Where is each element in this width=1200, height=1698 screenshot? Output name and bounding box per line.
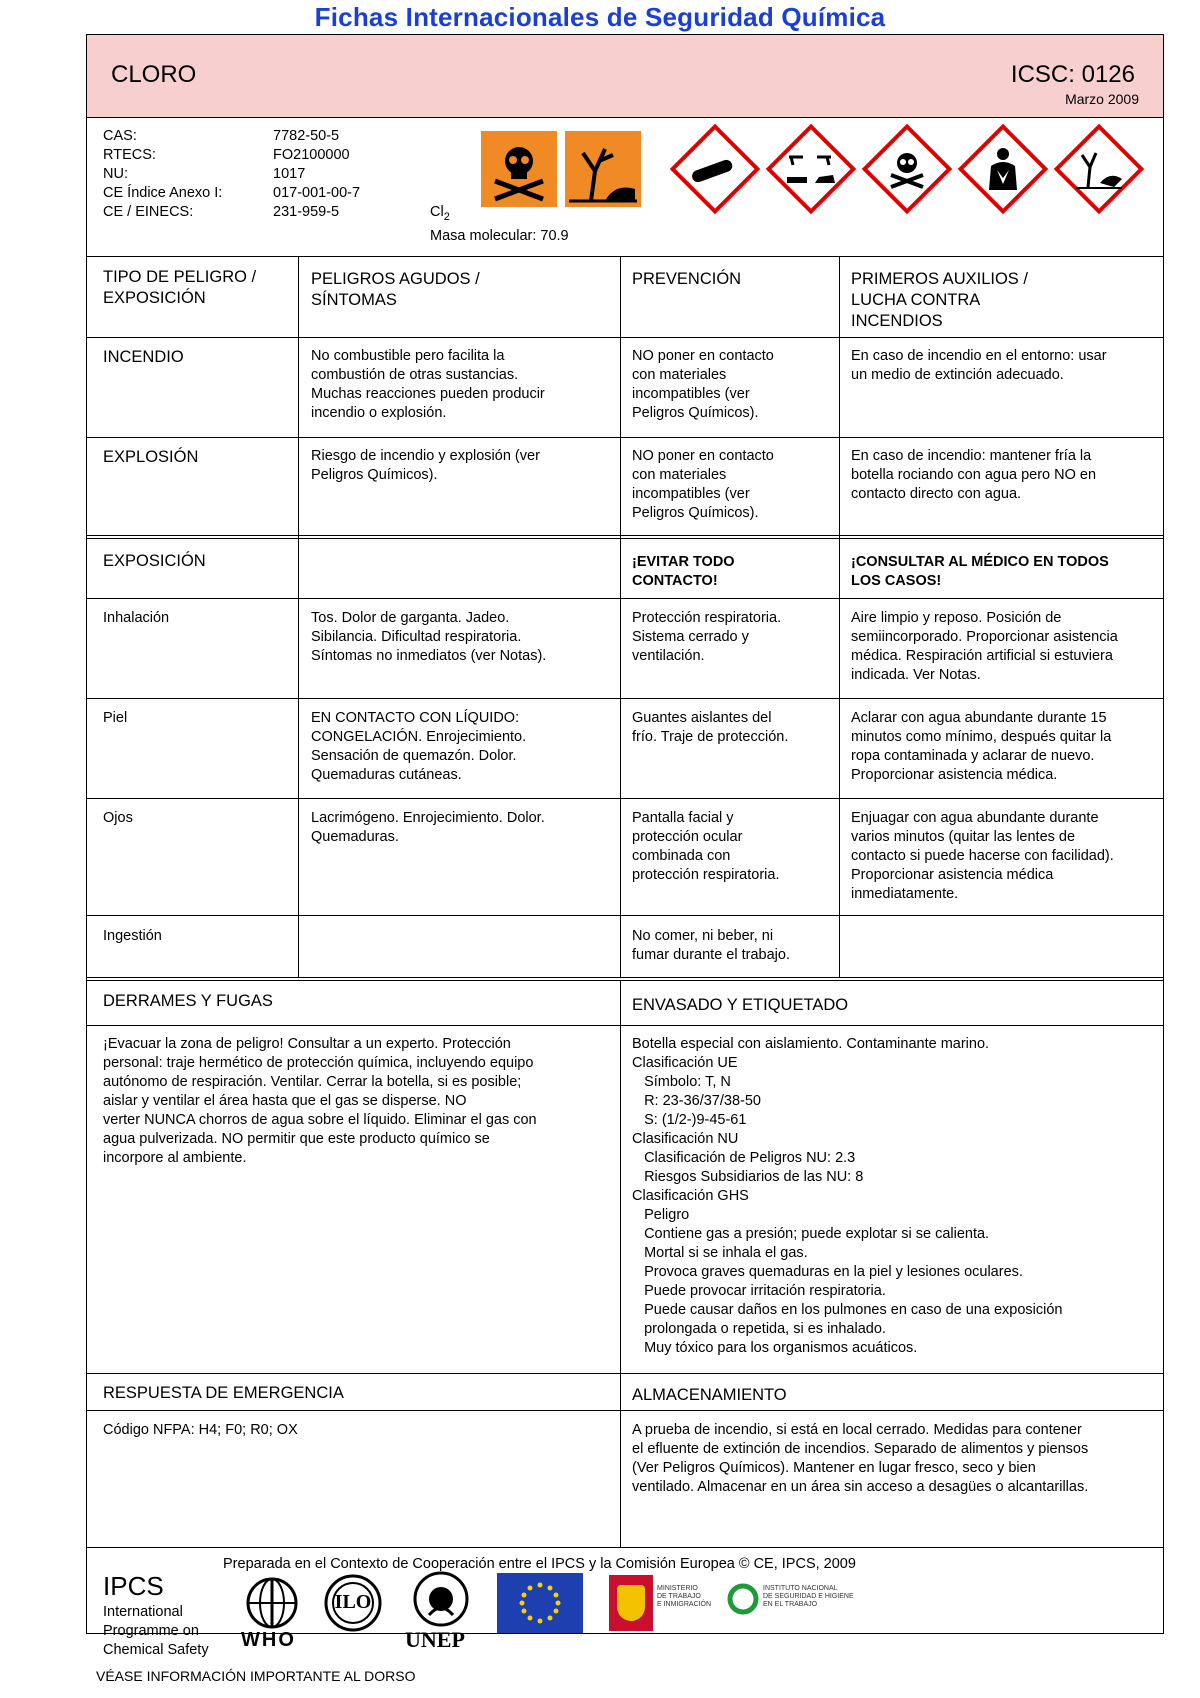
nu-value: 1017	[273, 166, 306, 182]
incendio-symptoms: No combustible pero facilita la combustión de otras sustancias. Muchas reacciones pueden producir incendio o explosión.	[311, 348, 545, 421]
chemical-formula: $Cl_2$	[430, 204, 450, 223]
explosion-first-aid: En caso de incendio: mantener fría la botella rociando con agua pero NO en contacto directo con agua.	[851, 448, 1097, 502]
icsc-number: ICSC: 0126	[1010, 61, 1135, 88]
ojos-symptoms: Lacrimógeno. Enrojecimiento. Dolor. Quemaduras.	[311, 810, 545, 845]
inhalacion-first-aid: Aire limpio y reposo. Posición de semiincorporado. Proporcionar asistencia médica. Respiración artificial si estuviera indicada. Ver Notas.	[851, 610, 1118, 683]
piel-prevention: Guantes aislantes del frío. Traje de protección.	[632, 710, 789, 745]
ojos-first-aid: Enjuagar con agua abundante durante varios minutos (quitar las lentes de contacto si puede hacerse con facilidad). Proporcionar asistencia médica inmediatamente.	[851, 810, 1114, 902]
gas-cylinder-icon	[667, 121, 763, 217]
unep-logo: UNEP	[401, 1571, 481, 1651]
rtecs-label: RTECS:	[103, 147, 156, 163]
environment-icon	[1051, 121, 1147, 217]
exposicion-prevention: ¡EVITAR TODO CONTACTO!	[632, 554, 735, 589]
row-type-ingestion: Ingestión	[103, 928, 162, 944]
ce-index-label: CE Índice Anexo I:	[103, 185, 223, 201]
incendio-first-aid: En caso de incendio en el entorno: usar un medio de extinción adecuado.	[851, 348, 1107, 383]
row-type-explosion: EXPLOSIÓN	[103, 448, 199, 466]
explosion-symptoms: Riesgo de incendio y explosión (ver Peligros Químicos).	[311, 448, 540, 483]
exposicion-first-aid: ¡CONSULTAR AL MÉDICO EN TODOS LOS CASOS!	[851, 554, 1109, 589]
col-header-hazard-type: TIPO DE PELIGRO / EXPOSICIÓN	[103, 268, 257, 307]
packaging-text: Botella especial con aislamiento. Contaminante marino. Clasificación UE Símbolo: T, N R: 23-36/37/38-50 S: (1/2-)9-45-61 Clasificación NU Clasificación de Peligros NU: 2.3 Riesgos Subsidiarios de las NU: 8 Clasificación GHS Peligro Contiene gas a presión; puede explotar si se calienta. Mortal si se inhala el gas. Provoca graves quemaduras en la piel y lesiones oculares. Puede provocar irritación respiratoria. Puede causar daños en los pulmones en caso de una exposición prolongada o repetida, si es inhalado. Muy tóxico para los organismos acuáticos.	[632, 1036, 1063, 1356]
einecs-value: 231-959-5	[273, 204, 340, 220]
reverse-side-note: VÉASE INFORMACIÓN IMPORTANTE AL DORSO	[96, 1668, 416, 1684]
col-header-symptoms: PELIGROS AGUDOS / SÍNTOMAS	[311, 270, 480, 309]
skull-crossbones-icon	[859, 121, 955, 217]
ipcs-logo: IPCS	[103, 1571, 164, 1601]
chemical-header	[87, 35, 1163, 118]
eu-flag-logo	[497, 1573, 583, 1633]
dead-tree-icon	[565, 131, 641, 207]
safety-card	[86, 34, 1164, 1658]
id-labels	[103, 127, 222, 222]
col-header-first-aid: PRIMEROS AUXILIOS / LUCHA CONTRA INCENDIOS	[851, 270, 1028, 330]
row-type-exposicion: EXPOSICIÓN	[103, 552, 206, 570]
inhalacion-prevention: Protección respiratoria. Sistema cerrado y ventilación.	[632, 610, 782, 664]
row-type-piel: Piel	[103, 710, 128, 726]
packaging-title: ENVASADO Y ETIQUETADO	[632, 996, 849, 1014]
piel-first-aid: Aclarar con agua abundante durante 15 minutos como mínimo, después quitar la ropa contaminada y aclarar de nuevo. Proporcionar asistencia médica.	[851, 710, 1112, 783]
id-values	[273, 127, 360, 222]
chemical-name: CLORO	[111, 61, 197, 88]
row-type-incendio: INCENDIO	[103, 348, 184, 366]
corrosion-icon	[763, 121, 859, 217]
incendio-prevention: NO poner en contacto con materiales incompatibles (ver Peligros Químicos).	[632, 348, 774, 421]
ilo-logo: ILO	[323, 1573, 383, 1633]
rtecs-value: FO2100000	[273, 147, 350, 163]
ipcs-subtitle: International Programme on Chemical Safety	[103, 1604, 209, 1658]
inhalacion-symptoms: Tos. Dolor de garganta. Jadeo. Sibilancia. Dificultad respiratoria. Síntomas no inmediatos (ver Notas).	[311, 610, 547, 664]
cas-value: 7782-50-5	[273, 128, 340, 144]
explosion-prevention: NO poner en contacto con materiales incompatibles (ver Peligros Químicos).	[632, 448, 774, 521]
card-date: Marzo 2009	[1065, 91, 1139, 107]
spills-title: DERRAMES Y FUGAS	[103, 992, 273, 1010]
molar-mass: Masa molecular: 70.9	[430, 228, 569, 244]
emergency-text: Código NFPA: H4; F0; R0; OX	[103, 1422, 298, 1438]
health-hazard-icon	[955, 121, 1051, 217]
row-type-ojos: Ojos	[103, 810, 133, 826]
ce-index-value: 017-001-00-7	[273, 185, 361, 201]
page-title: Fichas Internacionales de Seguridad Química	[314, 2, 886, 32]
nu-label: NU:	[103, 166, 128, 182]
ojos-prevention: Pantalla facial y protección ocular combinada con protección respiratoria.	[632, 810, 780, 883]
insht-logo	[727, 1583, 759, 1615]
col-header-prevention: PREVENCIÓN	[632, 270, 742, 288]
emergency-title: RESPUESTA DE EMERGENCIA	[103, 1384, 344, 1402]
ministerio-label: MINISTERIO DE TRABAJO E INMIGRACIÓN	[657, 1585, 712, 1608]
row-type-inhalacion: Inhalación	[103, 610, 170, 626]
storage-text: A prueba de incendio, si está en local cerrado. Medidas para contener el efluente de extinción de incendios. Separado de alimentos y piensos (Ver Peligros Químicos). Mantener en lugar fresco, seco y bien ventilado. Almacenar en un área sin acceso a desagües o alcantarillas.	[632, 1422, 1089, 1495]
einecs-label: CE / EINECS:	[103, 204, 194, 220]
prepared-note: Preparada en el Contexto de Cooperación entre el IPCS y la Comisión Europea © CE, IPCS, 2009	[223, 1556, 856, 1572]
ingestion-prevention: No comer, ni beber, ni fumar durante el trabajo.	[632, 928, 790, 963]
spain-coat-of-arms-logo	[609, 1575, 653, 1631]
spills-text: ¡Evacuar la zona de peligro! Consultar a un experto. Protección personal: traje hermético de protección química, incluyendo equipo autónomo de respiración. Ventilar. Cerrar la botella, si es posible; aislar y ventilar el área hasta que el gas se disperse. NO verter NUNCA chorros de agua sobre el líquido. Eliminar el gas con agua pulverizada. NO permitir que este producto químico se incorpore al ambiente.	[103, 1036, 537, 1166]
skull-icon	[481, 131, 557, 207]
who-logo: WHO	[235, 1575, 309, 1649]
insht-label: INSTITUTO NACIONAL DE SEGURIDAD E HIGIENE EN EL TRABAJO	[763, 1585, 854, 1608]
cas-label: CAS:	[103, 128, 137, 144]
storage-title: ALMACENAMIENTO	[632, 1386, 787, 1404]
piel-symptoms: EN CONTACTO CON LÍQUIDO: CONGELACIÓN. Enrojecimiento. Sensación de quemazón. Dolor. Quemaduras cutáneas.	[311, 710, 527, 783]
